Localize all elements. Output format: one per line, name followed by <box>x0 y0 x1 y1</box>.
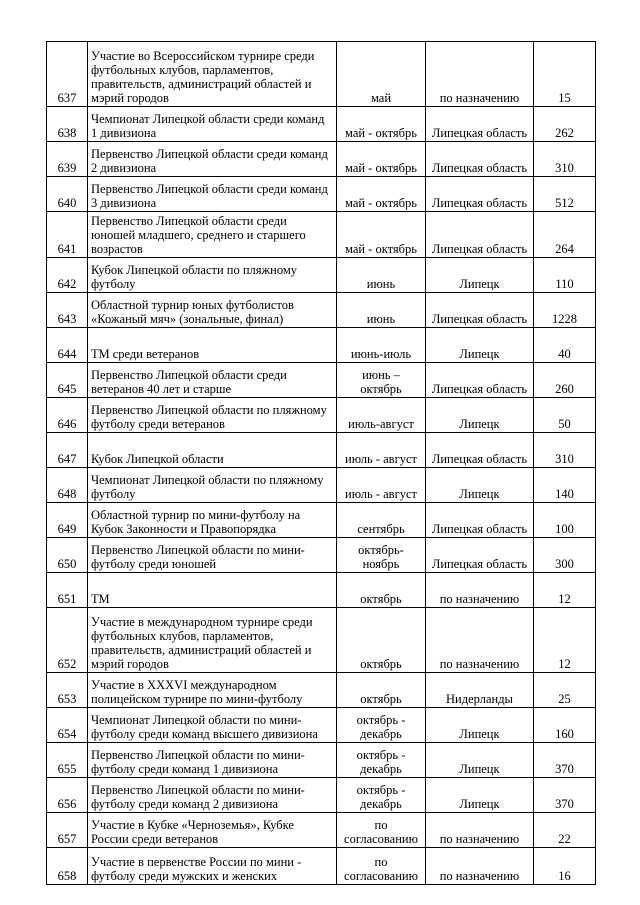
event-place: Липецк <box>426 398 534 433</box>
participant-count: 1228 <box>534 293 596 328</box>
table-row <box>47 778 596 813</box>
event-date: июль - август <box>337 468 426 503</box>
row-number: 658 <box>47 848 88 885</box>
event-place: по назначению <box>426 813 534 848</box>
event-date: по согласованию <box>337 848 426 885</box>
event-place: Липецк <box>426 328 534 363</box>
table-row <box>47 42 596 107</box>
row-number: 637 <box>47 42 88 107</box>
table-row <box>47 743 596 778</box>
participant-count: 100 <box>534 503 596 538</box>
table-row <box>47 503 596 538</box>
event-name: Участие в Кубке «Черноземья», Кубке России среди ветеранов <box>88 813 337 848</box>
event-date: май - октябрь <box>337 107 426 142</box>
table-row <box>47 708 596 743</box>
event-name: ТМ <box>88 573 337 608</box>
event-name: Чемпионат Липецкой области по мини-футболу среди команд высшего дивизиона <box>88 708 337 743</box>
event-name: Первенство Липецкой области среди команд 3 дивизиона <box>88 177 337 212</box>
event-name: Первенство Липецкой области по мини-футболу среди команд 1 дивизиона <box>88 743 337 778</box>
table-row <box>47 328 596 363</box>
event-date: май - октябрь <box>337 212 426 258</box>
row-number: 643 <box>47 293 88 328</box>
participant-count: 370 <box>534 778 596 813</box>
row-number: 646 <box>47 398 88 433</box>
participant-count: 140 <box>534 468 596 503</box>
event-date: июнь <box>337 258 426 293</box>
event-date: сентябрь <box>337 503 426 538</box>
participant-count: 15 <box>534 42 596 107</box>
table-row <box>47 363 596 398</box>
table-row <box>47 212 596 258</box>
event-name: Первенство Липецкой области по пляжному футболу среди ветеранов <box>88 398 337 433</box>
event-name: Кубок Липецкой области <box>88 433 337 468</box>
row-number: 657 <box>47 813 88 848</box>
event-date: октябрь - декабрь <box>337 778 426 813</box>
event-place: Липецкая область <box>426 538 534 573</box>
event-date: октябрь-ноябрь <box>337 538 426 573</box>
participant-count: 310 <box>534 142 596 177</box>
table-row <box>47 848 596 885</box>
event-place: Липецк <box>426 258 534 293</box>
table-row <box>47 813 596 848</box>
event-name: Первенство Липецкой области среди юношей младшего, среднего и старшего возрастов <box>88 212 337 258</box>
event-place: Липецкая область <box>426 293 534 328</box>
event-name: Участие в международном турнире среди футбольных клубов, парламентов, правительств, администраций областей и мэрий городов <box>88 608 337 673</box>
table-row <box>47 468 596 503</box>
table-row <box>47 177 596 212</box>
participant-count: 264 <box>534 212 596 258</box>
event-name: Участие во Всероссийском турнире среди футбольных клубов, парламентов, правительств, администраций областей и мэрий городов <box>88 42 337 107</box>
event-place: по назначению <box>426 573 534 608</box>
participant-count: 40 <box>534 328 596 363</box>
row-number: 645 <box>47 363 88 398</box>
event-date: октябрь <box>337 573 426 608</box>
event-name: Первенство Липецкой области по мини-футболу среди команд 2 дивизиона <box>88 778 337 813</box>
row-number: 640 <box>47 177 88 212</box>
participant-count: 370 <box>534 743 596 778</box>
row-number: 638 <box>47 107 88 142</box>
event-date: октябрь - декабрь <box>337 708 426 743</box>
event-date: октябрь <box>337 673 426 708</box>
table-row <box>47 573 596 608</box>
row-number: 654 <box>47 708 88 743</box>
event-name: Участие в XXXVI международном полицейском турнире по мини-футболу <box>88 673 337 708</box>
participant-count: 262 <box>534 107 596 142</box>
participant-count: 50 <box>534 398 596 433</box>
row-number: 655 <box>47 743 88 778</box>
participant-count: 25 <box>534 673 596 708</box>
event-place: Липецкая область <box>426 433 534 468</box>
event-name: Кубок Липецкой области по пляжному футболу <box>88 258 337 293</box>
event-name: Областной турнир по мини-футболу на Кубок Законности и Правопорядка <box>88 503 337 538</box>
row-number: 644 <box>47 328 88 363</box>
schedule-table-body <box>47 42 596 885</box>
event-place: Липецк <box>426 708 534 743</box>
event-date: по согласованию <box>337 813 426 848</box>
event-name: Чемпионат Липецкой области среди команд 1 дивизиона <box>88 107 337 142</box>
event-place: Липецкая область <box>426 363 534 398</box>
participant-count: 310 <box>534 433 596 468</box>
event-date: июнь-июль <box>337 328 426 363</box>
event-place: Липецкая область <box>426 177 534 212</box>
participant-count: 512 <box>534 177 596 212</box>
event-place: Липецк <box>426 468 534 503</box>
row-number: 652 <box>47 608 88 673</box>
participant-count: 12 <box>534 573 596 608</box>
event-name: Первенство Липецкой области среди команд 2 дивизиона <box>88 142 337 177</box>
table-row <box>47 107 596 142</box>
table-row <box>47 608 596 673</box>
event-place: Липецк <box>426 743 534 778</box>
event-place: по назначению <box>426 608 534 673</box>
event-place: Липецкая область <box>426 142 534 177</box>
event-place: по назначению <box>426 848 534 885</box>
row-number: 650 <box>47 538 88 573</box>
participant-count: 12 <box>534 608 596 673</box>
row-number: 653 <box>47 673 88 708</box>
event-date: октябрь <box>337 608 426 673</box>
row-number: 649 <box>47 503 88 538</box>
event-name: Первенство Липецкой области по мини-футболу среди юношей <box>88 538 337 573</box>
row-number: 639 <box>47 142 88 177</box>
participant-count: 16 <box>534 848 596 885</box>
row-number: 656 <box>47 778 88 813</box>
event-date: май <box>337 42 426 107</box>
event-name: Первенство Липецкой области среди ветеранов 40 лет и старше <box>88 363 337 398</box>
event-date: июнь – октябрь <box>337 363 426 398</box>
participant-count: 160 <box>534 708 596 743</box>
event-date: июль - август <box>337 433 426 468</box>
table-row <box>47 398 596 433</box>
row-number: 647 <box>47 433 88 468</box>
participant-count: 260 <box>534 363 596 398</box>
event-place: Липецкая область <box>426 107 534 142</box>
event-date: июнь <box>337 293 426 328</box>
event-name: Чемпионат Липецкой области по пляжному футболу <box>88 468 337 503</box>
participant-count: 22 <box>534 813 596 848</box>
row-number: 651 <box>47 573 88 608</box>
participant-count: 300 <box>534 538 596 573</box>
event-place: Нидерланды <box>426 673 534 708</box>
event-date: июль-август <box>337 398 426 433</box>
event-place: Липецкая область <box>426 212 534 258</box>
table-row <box>47 142 596 177</box>
table-row <box>47 293 596 328</box>
participant-count: 110 <box>534 258 596 293</box>
table-row <box>47 258 596 293</box>
event-date: октябрь - декабрь <box>337 743 426 778</box>
table-row <box>47 538 596 573</box>
event-place: Липецкая область <box>426 503 534 538</box>
row-number: 641 <box>47 212 88 258</box>
event-name: ТМ среди ветеранов <box>88 328 337 363</box>
event-place: по назначению <box>426 42 534 107</box>
event-place: Липецк <box>426 778 534 813</box>
table-row <box>47 433 596 468</box>
table-row <box>47 673 596 708</box>
event-name: Участие в первенстве России по мини - футболу среди мужских и женских <box>88 848 337 885</box>
event-date: май - октябрь <box>337 142 426 177</box>
row-number: 648 <box>47 468 88 503</box>
event-date: май - октябрь <box>337 177 426 212</box>
event-name: Областной турнир юных футболистов «Кожаный мяч» (зональные, финал) <box>88 293 337 328</box>
schedule-table <box>46 41 596 885</box>
row-number: 642 <box>47 258 88 293</box>
